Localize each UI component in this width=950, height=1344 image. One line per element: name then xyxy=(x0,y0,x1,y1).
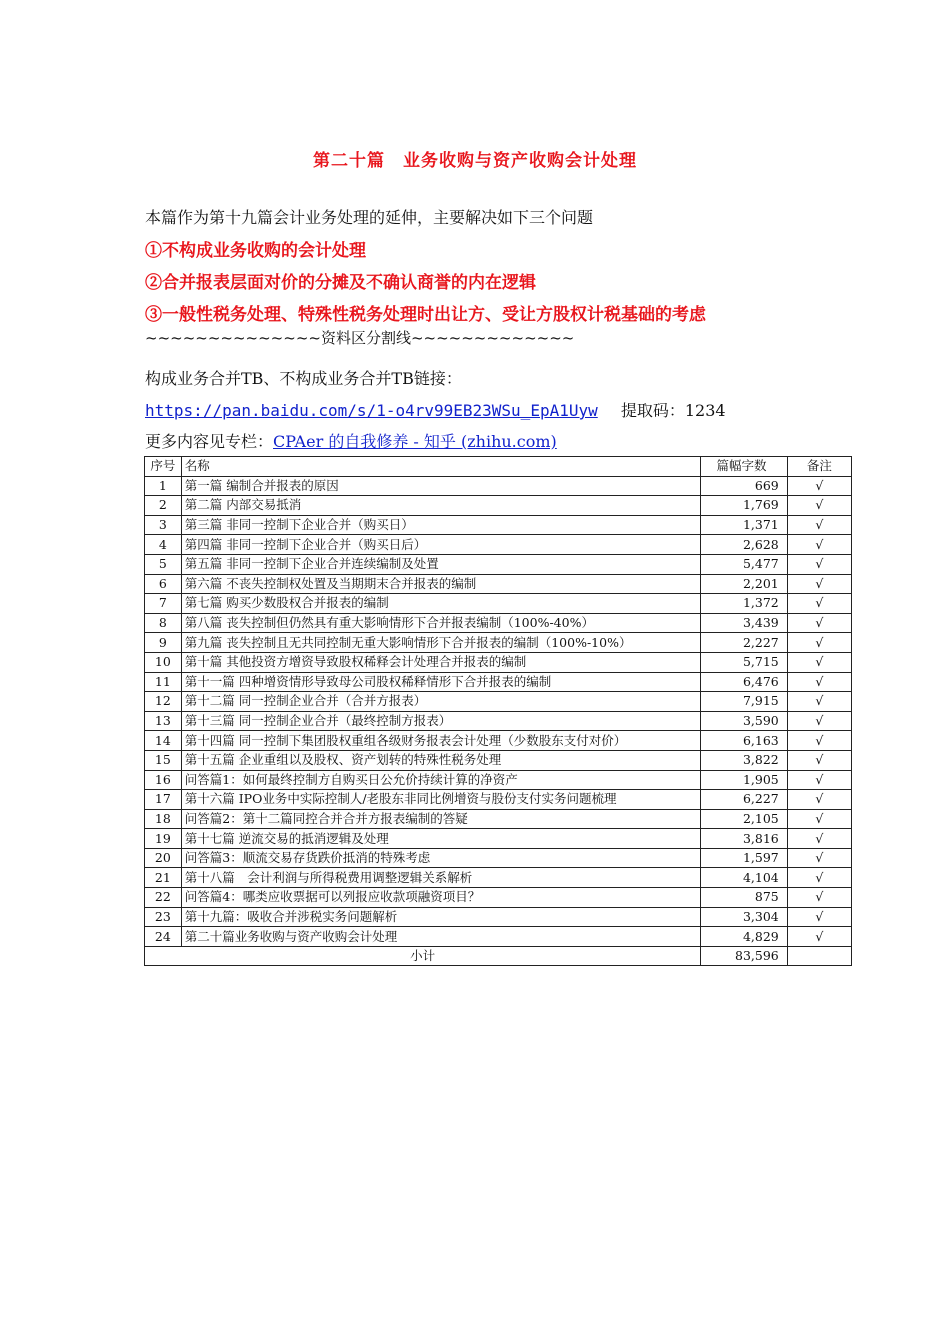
row-index: 1 xyxy=(145,476,182,496)
divider-line: ~~~~~~~~~~~~~~资料区分割线~~~~~~~~~~~~~ xyxy=(145,329,575,347)
row-name: 第五篇 非同一控制下企业合并连续编制及处置 xyxy=(181,554,701,574)
row-index: 23 xyxy=(145,907,182,927)
row-words: 669 xyxy=(701,476,787,496)
row-note: √ xyxy=(787,809,851,829)
row-name: 问答篇4：哪类应收票据可以列报应收款项融资项目？ xyxy=(181,888,701,908)
row-words: 7,915 xyxy=(701,692,787,712)
row-words: 1,769 xyxy=(701,496,787,516)
row-name: 第十五篇 企业重组以及股权、资产划转的特殊性税务处理 xyxy=(181,750,701,770)
row-words: 1,905 xyxy=(701,770,787,790)
row-index: 2 xyxy=(145,496,182,516)
row-words: 3,304 xyxy=(701,907,787,927)
table-row xyxy=(145,848,852,868)
row-note: √ xyxy=(787,829,851,849)
row-name: 第一篇 编制合并报表的原因 xyxy=(181,476,701,496)
header-name: 名称 xyxy=(181,457,701,477)
row-words: 4,829 xyxy=(701,927,787,947)
row-words: 2,105 xyxy=(701,809,787,829)
row-note: √ xyxy=(787,711,851,731)
row-words: 2,227 xyxy=(701,633,787,653)
row-name: 第十篇 其他投资方增资导致股权稀释会计处理合并报表的编制 xyxy=(181,652,701,672)
row-note: √ xyxy=(787,750,851,770)
extraction-code: 提取码：1234 xyxy=(620,401,726,420)
row-index: 4 xyxy=(145,535,182,555)
row-note: √ xyxy=(787,554,851,574)
table-row xyxy=(145,633,852,653)
row-note: √ xyxy=(787,731,851,751)
row-note: √ xyxy=(787,848,851,868)
row-index: 14 xyxy=(145,731,182,751)
row-words: 1,371 xyxy=(701,515,787,535)
point-1: ①不构成业务收购的会计处理 xyxy=(145,241,366,261)
table-row xyxy=(145,652,852,672)
row-note: √ xyxy=(787,770,851,790)
row-note: √ xyxy=(787,790,851,810)
row-words: 2,628 xyxy=(701,535,787,555)
row-name: 问答篇1：如何最终控制方自购买日公允价持续计算的净资产 xyxy=(181,770,701,790)
row-index: 5 xyxy=(145,554,182,574)
table-row xyxy=(145,515,852,535)
row-words: 1,597 xyxy=(701,848,787,868)
point-2: ②合并报表层面对价的分摊及不确认商誉的内在逻辑 xyxy=(145,273,536,293)
row-note: √ xyxy=(787,692,851,712)
row-words: 2,201 xyxy=(701,574,787,594)
table-row xyxy=(145,554,852,574)
row-name: 第八篇 丧失控制但仍然具有重大影响情形下合并报表编制（100%-40%） xyxy=(181,613,701,633)
table-row xyxy=(145,672,852,692)
row-name: 第七篇 购买少数股权合并报表的编制 xyxy=(181,594,701,614)
row-name: 第十二篇 同一控制企业合并（合并方报表） xyxy=(181,692,701,712)
row-index: 6 xyxy=(145,574,182,594)
subtotal-label: 小计 xyxy=(145,946,701,966)
row-note: √ xyxy=(787,927,851,947)
row-index: 10 xyxy=(145,652,182,672)
row-words: 5,477 xyxy=(701,554,787,574)
subtotal-row xyxy=(145,946,852,966)
row-words: 1,372 xyxy=(701,594,787,614)
row-note: √ xyxy=(787,535,851,555)
table-row xyxy=(145,868,852,888)
table-row xyxy=(145,496,852,516)
link-row xyxy=(145,398,726,421)
row-index: 18 xyxy=(145,809,182,829)
header-words: 篇幅字数 xyxy=(701,457,787,477)
row-name: 第十一篇 四种增资情形导致母公司股权稀释情形下合并报表的编制 xyxy=(181,672,701,692)
row-name: 第六篇 不丧失控制权处置及当期期末合并报表的编制 xyxy=(181,574,701,594)
row-name: 问答篇2：第十二篇同控合并合并方报表编制的答疑 xyxy=(181,809,701,829)
row-note: √ xyxy=(787,633,851,653)
row-note: √ xyxy=(787,888,851,908)
row-note: √ xyxy=(787,868,851,888)
header-note: 备注 xyxy=(787,457,851,477)
more-label: 更多内容见专栏： xyxy=(145,432,274,451)
table-row xyxy=(145,613,852,633)
row-words: 4,104 xyxy=(701,868,787,888)
table-row xyxy=(145,829,852,849)
table-header-row xyxy=(145,457,852,477)
row-index: 21 xyxy=(145,868,182,888)
row-name: 第十三篇 同一控制企业合并（最终控制方报表） xyxy=(181,711,701,731)
row-index: 8 xyxy=(145,613,182,633)
row-name: 问答篇3：顺流交易存货跌价抵消的特殊考虑 xyxy=(181,848,701,868)
intro-text: 本篇作为第十九篇会计业务处理的延伸，主要解决如下三个问题 xyxy=(145,208,594,227)
article-index-table xyxy=(144,456,852,966)
row-name: 第十六篇 IPO业务中实际控制人/老股东非同比例增资与股份支付实务问题梳理 xyxy=(181,790,701,810)
table-row xyxy=(145,907,852,927)
row-index: 16 xyxy=(145,770,182,790)
row-name: 第三篇 非同一控制下企业合并（购买日） xyxy=(181,515,701,535)
zhihu-column-link[interactable]: CPAer 的自我修养 - 知乎 (zhihu.com) xyxy=(273,432,557,451)
row-note: √ xyxy=(787,476,851,496)
table-row xyxy=(145,888,852,908)
row-words: 3,822 xyxy=(701,750,787,770)
row-index: 7 xyxy=(145,594,182,614)
point-3: ③一般性税务处理、特殊性税务处理时出让方、受让方股权计税基础的考虑 xyxy=(145,305,706,325)
row-note: √ xyxy=(787,907,851,927)
table-row xyxy=(145,594,852,614)
row-note: √ xyxy=(787,594,851,614)
table-row xyxy=(145,692,852,712)
row-note: √ xyxy=(787,496,851,516)
row-index: 11 xyxy=(145,672,182,692)
row-name: 第九篇 丧失控制且无共同控制无重大影响情形下合并报表的编制（100%-10%） xyxy=(181,633,701,653)
row-index: 12 xyxy=(145,692,182,712)
subtotal-note xyxy=(787,946,851,966)
row-words: 6,476 xyxy=(701,672,787,692)
row-note: √ xyxy=(787,613,851,633)
row-name: 第十四篇 同一控制下集团股权重组各级财务报表会计处理（少数股东支付对价） xyxy=(181,731,701,751)
page-title: 第二十篇 业务收购与资产收购会计处理 xyxy=(313,151,637,171)
row-words: 5,715 xyxy=(701,652,787,672)
row-name: 第十八篇 会计利润与所得税费用调整逻辑关系解析 xyxy=(181,868,701,888)
table-row xyxy=(145,770,852,790)
table-row xyxy=(145,809,852,829)
row-note: √ xyxy=(787,652,851,672)
table-row xyxy=(145,535,852,555)
row-name: 第十七篇 逆流交易的抵消逻辑及处理 xyxy=(181,829,701,849)
row-name: 第十九篇：吸收合并涉税实务问题解析 xyxy=(181,907,701,927)
table-row xyxy=(145,927,852,947)
row-note: √ xyxy=(787,672,851,692)
row-index: 3 xyxy=(145,515,182,535)
row-note: √ xyxy=(787,574,851,594)
row-words: 3,816 xyxy=(701,829,787,849)
row-index: 22 xyxy=(145,888,182,908)
row-name: 第二篇 内部交易抵消 xyxy=(181,496,701,516)
row-words: 3,439 xyxy=(701,613,787,633)
row-index: 15 xyxy=(145,750,182,770)
row-index: 19 xyxy=(145,829,182,849)
row-words: 6,163 xyxy=(701,731,787,751)
row-index: 24 xyxy=(145,927,182,947)
table-row xyxy=(145,731,852,751)
row-words: 6,227 xyxy=(701,790,787,810)
table-row xyxy=(145,711,852,731)
row-note: √ xyxy=(787,515,851,535)
row-words: 875 xyxy=(701,888,787,908)
tb-label: 构成业务合并TB、不构成业务合并TB链接： xyxy=(145,369,462,388)
table-row xyxy=(145,476,852,496)
subtotal-value: 83,596 xyxy=(701,946,787,966)
row-index: 9 xyxy=(145,633,182,653)
tb-download-link[interactable]: https://pan.baidu.com/s/1-o4rv99EB23WSu_EpA1Uyw xyxy=(145,401,598,420)
header-index: 序号 xyxy=(145,457,182,477)
row-index: 13 xyxy=(145,711,182,731)
table-body xyxy=(145,476,852,946)
row-name: 第四篇 非同一控制下企业合并（购买日后） xyxy=(181,535,701,555)
row-index: 17 xyxy=(145,790,182,810)
more-row xyxy=(145,429,557,452)
table-row xyxy=(145,790,852,810)
row-words: 3,590 xyxy=(701,711,787,731)
table-row xyxy=(145,750,852,770)
row-name: 第二十篇业务收购与资产收购会计处理 xyxy=(181,927,701,947)
row-index: 20 xyxy=(145,848,182,868)
table-row xyxy=(145,574,852,594)
